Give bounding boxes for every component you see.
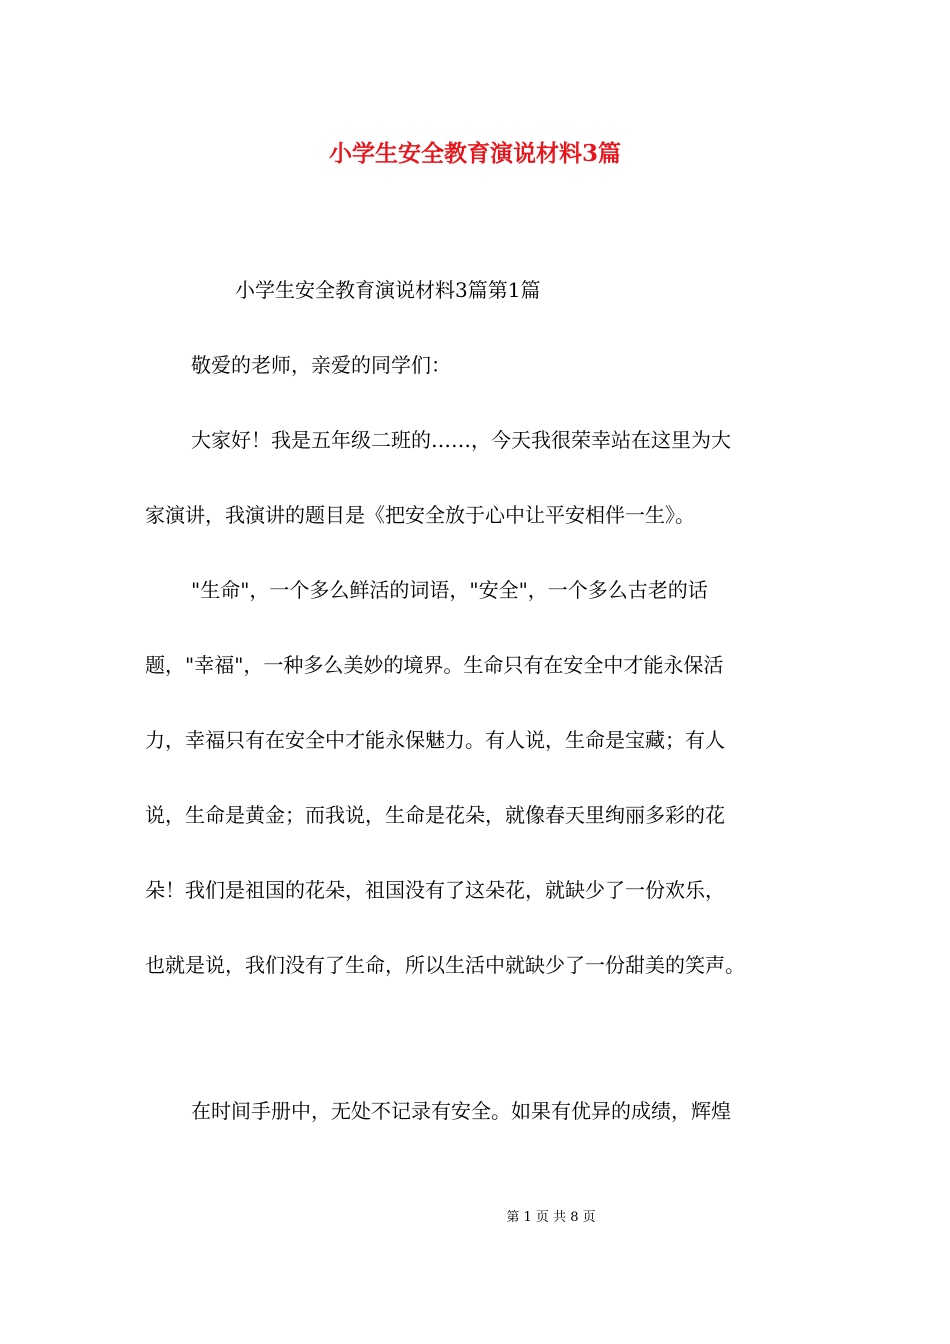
document-title: 小学生安全教育演说材料3篇: [328, 140, 621, 167]
paragraph-line: 题，"幸福"，一种多么美妙的境界。生命只有在安全中才能永保活: [145, 653, 724, 677]
page-footer: [0, 1208, 950, 1228]
page-indicator: 第 1 页 共 8 页: [506, 1210, 596, 1225]
paragraph-line: 在时间手册中，无处不记录有安全。如果有优异的成绩，辉煌: [191, 1099, 731, 1123]
paragraph-line: 家演讲，我演讲的题目是《把安全放于心中让平安相伴一生》。: [145, 503, 695, 527]
paragraph-line: "生命"，一个多么鲜活的词语，"安全"，一个多么古老的话: [191, 578, 708, 602]
paragraph-line: 也就是说，我们没有了生命，所以生活中就缺少了一份甜美的笑声。: [145, 953, 745, 977]
document-body: [145, 272, 825, 1168]
section-heading: 小学生安全教育演说材料3篇第1篇: [235, 278, 541, 302]
paragraph-line: 敬爱的老师，亲爱的同学们：: [191, 353, 451, 377]
paragraph-gap: [145, 1022, 825, 1093]
paragraph-line: 朵！我们是祖国的花朵，祖国没有了这朵花，就缺少了一份欢乐，: [145, 878, 725, 902]
paragraph-line: 大家好！我是五年级二班的……，今天我很荣幸站在这里为大: [191, 428, 731, 452]
paragraph-line: 力，幸福只有在安全中才能永保魅力。有人说，生命是宝藏；有人: [145, 728, 725, 752]
paragraph-line: 说，生命是黄金；而我说，生命是花朵，就像春天里绚丽多彩的花: [145, 803, 725, 827]
